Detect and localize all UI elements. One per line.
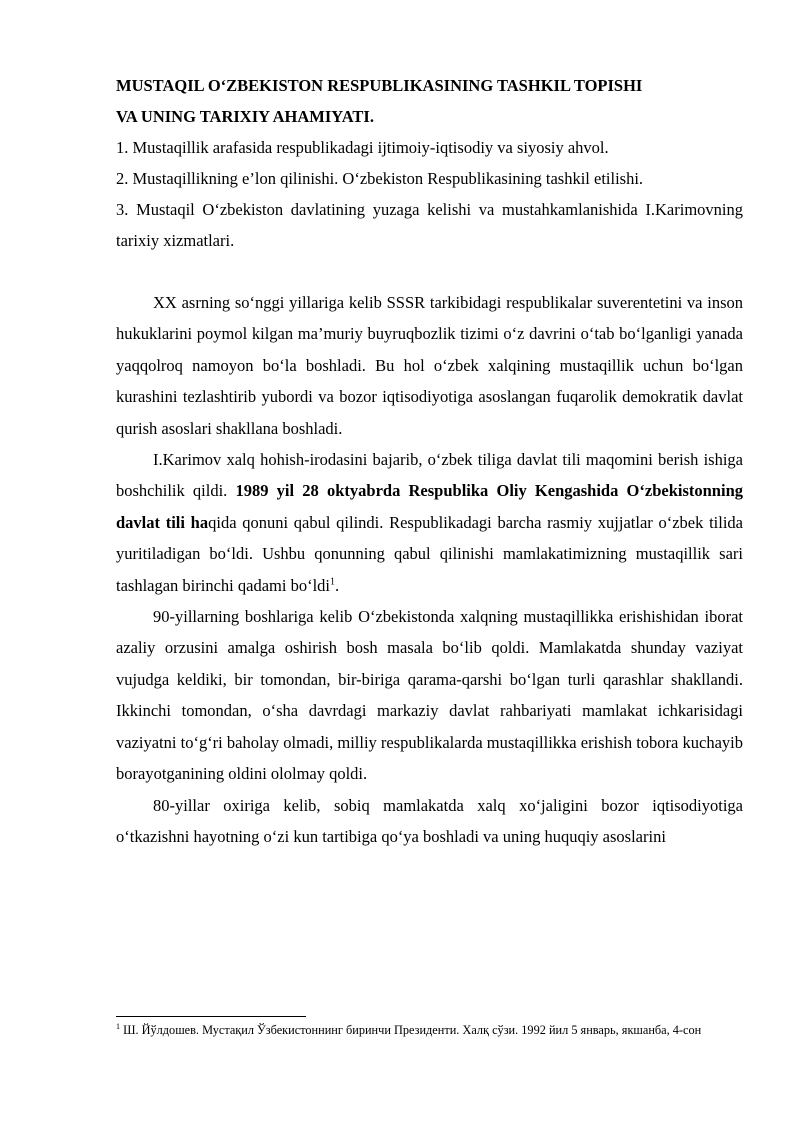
paragraph-4: 80-yillar oxiriga kelib, sobiq mamlakatda xalq xo‘jaligini bozor iqtisodiyotiga o‘tkazishni hayotning o‘zi kun tartibiga qo‘ya boshladi va uning huquqiy asoslarini <box>116 795 743 846</box>
paragraph-2 <box>116 444 743 601</box>
document-title-line-2: VA UNING TARIXIY AHAMIYATI. <box>116 107 374 126</box>
footnote <box>116 1022 743 1038</box>
outline-item-1: 1. Mustaqillik arafasida respublikadagi ijtimoiy-iqtisodiy va siyosiy ahvol. <box>116 138 609 157</box>
footnote-separator <box>116 1016 306 1017</box>
footnote-number: 1 <box>116 1021 120 1031</box>
paragraph-3: 90-yillarning boshlariga kelib O‘zbekistonda xalqning mustaqillikka erishishidan iborat azaliy orzusini amalga oshirish bosh masala bo‘lib qoldi. Mamlakatda shunday vaziyat vujudga keldiki, bir tomondan, bir-biriga qarama-qarshi bo‘lgan turli qarashlar shakllandi. Ikkinchi tomondan, o‘sha davrdagi markaziy davlat rahbariyati mamlakat ichkarisidagi vaziyatni to‘g‘ri baholay olmadi, milliy respublikalarda mustaqillikka erishish tobora kuchayib borayotganining oldini ololmay qoldi. <box>116 607 743 784</box>
paragraph-2-end: . <box>334 575 340 595</box>
document-body <box>116 70 743 852</box>
paragraph-2-text-b: qida qonuni qabul qilindi. Respublikadagi barcha rasmiy xujjatlar o‘zbek tilida yuritiladigan bo‘ldi. Ushbu qonunning qabul qilinishi mamlakatimizning mustaqillik sari tashlagan birinchi qadami bo‘ldi <box>116 512 743 595</box>
document-title-line-1: MUSTAQIL O‘ZBEKISTON RESPUBLIKASINING TASHKIL TOPISHI <box>116 76 643 95</box>
footnote-reference[interactable]: 1 <box>329 576 335 588</box>
footnote-text: Ш. Йўлдошев. Мустақил Ўзбекистоннинг биринчи Президенти. Халқ сўзи. 1992 йил 5 январь, якшанба, 4-сон <box>120 1023 702 1037</box>
outline-item-2: 2. Mustaqillikning e’lon qilinishi. O‘zbekiston Respublikasining tashkil etilishi. <box>116 169 644 188</box>
paragraph-2-bold-text: 1989 yil 28 oktyabrda Respublika Oliy Kengashida O‘zbekistonning davlat tili ha <box>116 481 743 532</box>
paragraph-2-text-a: I.Karimov xalq hohish-irodasini bajarib, o‘zbek tiliga davlat tili maqomini berish ishiga boshchilik qildi. <box>116 450 743 501</box>
outline-item-3: 3. Mustaqil O‘zbekiston davlatining yuzaga kelishi va mustahkamlanishida I.Karimovning tarixiy xizmatlari. <box>116 200 743 250</box>
blank-line <box>116 256 743 287</box>
paragraph-1: XX asrning so‘nggi yillariga kelib SSSR tarkibidagi respublikalar suverentetini va inson hukuklarini poymol kilgan ma’muriy buyruqbozlik tizimi o‘z davrini o‘tab bo‘lganligi yanada yaqqolroq namoyon bo‘la boshladi. Bu hol o‘zbek xalqining mustaqillik uchun bo‘lgan kurashini tezlashtirib yubordi va bozor iqtisodiyotiga asoslangan fuqarolik demokratik davlat qurish asoslari shakllana boshladi. <box>116 293 743 438</box>
